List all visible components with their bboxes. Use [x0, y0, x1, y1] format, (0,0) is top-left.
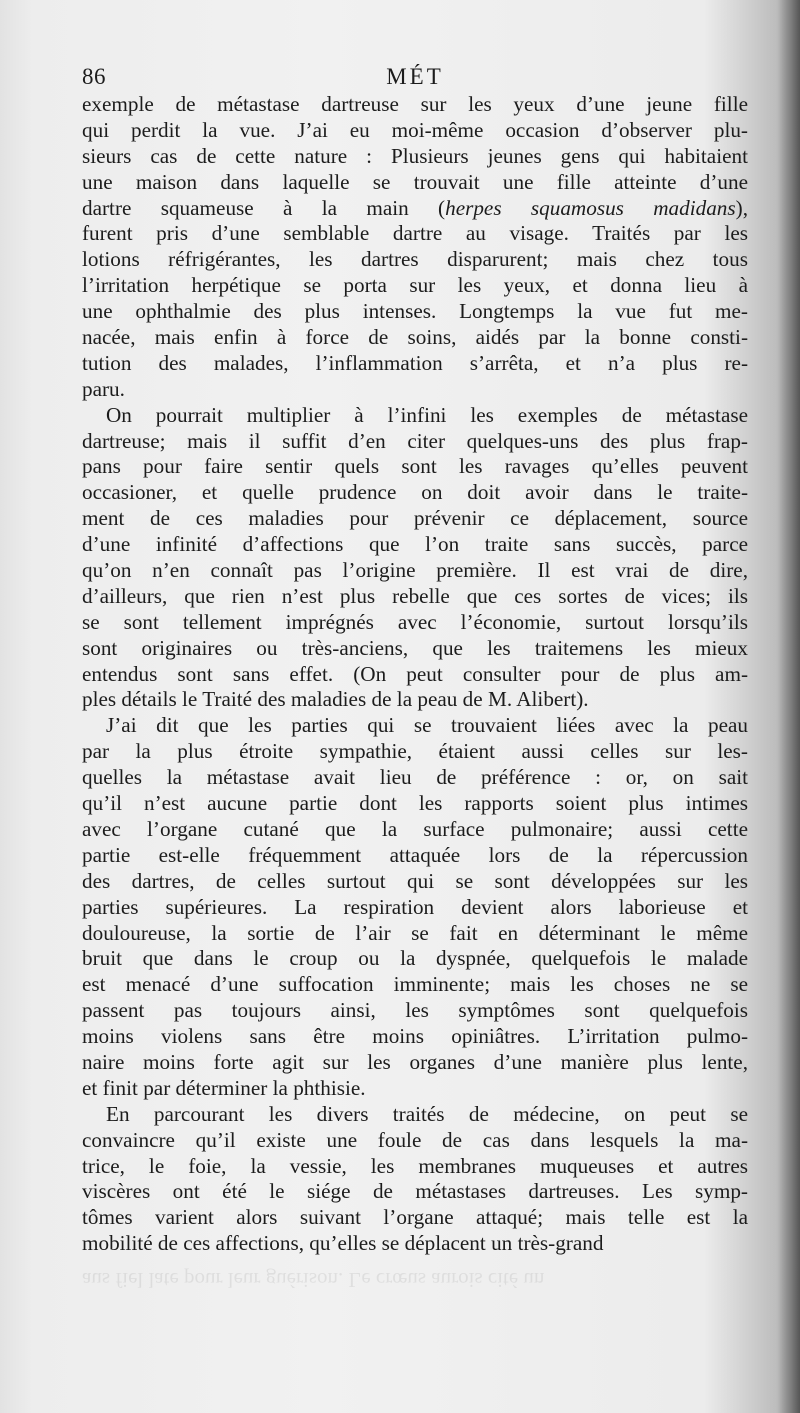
text-line: sieurs cas de cette nature : Plusieurs jeunes gens qui habitaient: [82, 143, 748, 168]
text-line: nacée, mais enfin à force de soins, aidés par la bonne consti-: [82, 325, 748, 350]
text-line: d’une infinité d’affections que l’on traite sans succès, parce: [82, 532, 748, 557]
text-line: lotions réfrigérantes, les dartres disparurent; mais chez tous: [82, 247, 748, 272]
text-line: furent pris d’une semblable dartre au visage. Traités par les: [82, 221, 748, 246]
text-line: entendus sont sans effet. (On peut consulter pour de plus am-: [82, 661, 748, 686]
text-line: On pourrait multiplier à l’infini les exemples de métastase: [106, 402, 748, 427]
text-line: viscères ont été le siége de métastases dartreuses. Les symp-: [82, 1179, 748, 1204]
text-line: J’ai dit que les parties qui se trouvaient liées avec la peau: [106, 713, 748, 738]
text-line: trice, le foie, la vessie, les membranes muqueuses et autres: [82, 1153, 748, 1178]
text-line: pans pour faire sentir quels sont les ravages qu’elles peuvent: [82, 454, 748, 479]
latin-term: herpes squamosus madidans: [445, 195, 736, 220]
text-line: qu’il n’est aucune partie dont les rapports soient plus intimes: [82, 791, 748, 816]
text-line: exemple de métastase dartreuse sur les yeux d’une jeune fille: [82, 92, 748, 116]
paragraph: [82, 403, 748, 714]
text-line: convaincre qu’il existe une foule de cas dans lesquels la ma-: [82, 1127, 748, 1152]
body-text: [82, 92, 748, 1257]
text-line: sont originaires ou très-anciens, que les traitemens les mieux: [82, 635, 748, 660]
text-line: mobilité de ces affections, qu’elles se déplacent un très-grand: [82, 1231, 604, 1256]
text-line: En parcourant les divers traités de médecine, on peut se: [106, 1101, 748, 1126]
text-line: partie est-elle fréquemment attaquée lors de la répercussion: [82, 842, 748, 867]
text-line: avec l’organe cutané que la surface pulmonaire; aussi cette: [82, 816, 748, 841]
text-line: qui perdit la vue. J’ai eu moi-même occasion d’observer plu-: [82, 117, 748, 142]
bleed-through-text: aus fiel late pour leur guérison. Le crœus aurois cité un: [82, 1268, 545, 1292]
text-line: une maison dans laquelle se trouvait une fille atteinte d’une: [82, 169, 748, 194]
text-line: est menacé d’une suffocation imminente; mais les choses ne se: [82, 972, 748, 997]
text-line: d’ailleurs, que rien n’est plus rebelle que ces sortes de vices; ils: [82, 583, 748, 608]
text-line: se sont tellement imprégnés avec l’économie, surtout lorsqu’ils: [82, 609, 748, 634]
text-line: parties supérieures. La respiration devient alors laborieuse et: [82, 894, 748, 919]
text-line: bruit que dans le croup ou la dyspnée, quelquefois le malade: [82, 946, 748, 971]
text-line: dartreuse; mais il suffit d’en citer quelques-uns des plus frap-: [82, 428, 748, 453]
text-line: passent pas toujours ainsi, les symptômes sont quelquefois: [82, 998, 748, 1023]
page-header: [82, 64, 748, 94]
text-line: occasioner, et quelle prudence on doit avoir dans le traite-: [82, 480, 748, 505]
text-line: douloureuse, la sortie de l’air se fait en déterminant le même: [82, 920, 748, 945]
text-line: par la plus étroite sympathie, étaient aussi celles sur les-: [82, 739, 748, 764]
text-line: une ophthalmie des plus intenses. Longtemps la vue fut me-: [82, 299, 748, 324]
running-head: MÉT: [386, 64, 444, 89]
page-number: 86: [82, 64, 106, 89]
paragraph: [82, 92, 748, 403]
page-gutter-shadow: [778, 0, 800, 1413]
text-line: paru.: [82, 376, 125, 401]
text-line: qu’on n’en connaît pas l’origine première. Il est vrai de dire,: [82, 558, 748, 583]
text-line: naire moins forte agit sur les organes d’une manière plus lente,: [82, 1049, 748, 1074]
paragraph: [82, 1102, 748, 1257]
text-line: tution des malades, l’inflammation s’arrêta, et n’a plus re-: [82, 350, 748, 375]
text-line: l’irritation herpétique se porta sur les yeux, et donna lieu à: [82, 273, 748, 298]
text-line: dartre squameuse à la main (herpes squamosus madidans),: [82, 195, 748, 220]
text-line: ples détails le Traité des maladies de la peau de M. Alibert).: [82, 687, 589, 712]
text-line: tômes varient alors suivant l’organe attaqué; mais telle est la: [82, 1205, 748, 1230]
paragraph: [82, 713, 748, 1101]
text-line: des dartres, de celles surtout qui se sont développées sur les: [82, 868, 748, 893]
text-line: quelles la métastase avait lieu de préférence : or, on sait: [82, 765, 748, 790]
text-line: et finit par déterminer la phthisie.: [82, 1075, 366, 1100]
text-line: ment de ces maladies pour prévenir ce déplacement, source: [82, 506, 748, 531]
text-line: moins violens sans être moins opiniâtres. L’irritation pulmo-: [82, 1024, 748, 1049]
